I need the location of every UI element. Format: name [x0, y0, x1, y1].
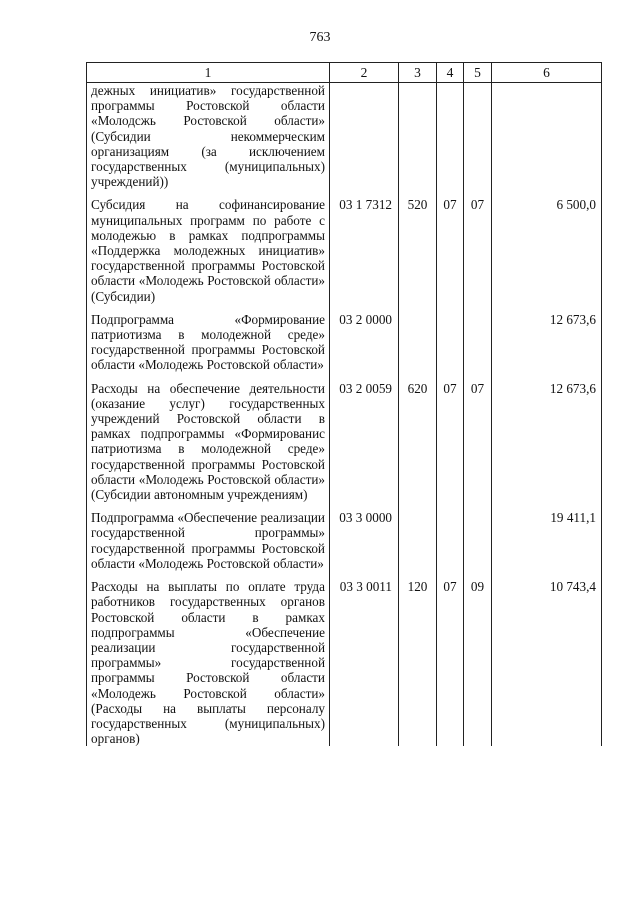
row-rz: [437, 510, 464, 571]
row-pr: [464, 312, 492, 373]
row-name: Подпрограмма «Обеспечение реализации государственной программы» государственной программы Ростовской области «Молодежь Ростовской области»: [87, 510, 330, 571]
row-vr: [399, 510, 437, 571]
row-sum: 19 411,1: [492, 510, 602, 571]
column-header-name: 1: [87, 63, 330, 83]
row-csr: 03 3 0000: [330, 510, 399, 571]
row-sum: 12 673,6: [492, 312, 602, 373]
row-sum: 12 673,6: [492, 381, 602, 503]
budget-table: [86, 62, 602, 746]
row-pr: 07: [464, 381, 492, 503]
row-name: Расходы на выплаты по оплате труда работников государственных органов Ростовской области в рамках подпрограммы «Обеспечение реализации государственной программы» государственной программы Ростовской области «Молодежь Ростовской области» (Расходы на выплаты персоналу государственных (муниципальных) органов): [87, 579, 330, 746]
row-csr: 03 2 0059: [330, 381, 399, 503]
row-rz: [437, 312, 464, 373]
row-vr: [399, 312, 437, 373]
row-name: Субсидия на софинансирование муниципальных программ по работе с молодежью в рамках подпрограммы «Поддержка молодежных инициатив» государственной программы Ростовской области «Молодежь Ростовской области» (Субсидии): [87, 197, 330, 303]
table-row: [87, 83, 602, 190]
column-header-pr: 5: [464, 63, 492, 83]
column-header-vr: 3: [399, 63, 437, 83]
table-row: [87, 312, 602, 373]
row-name: дежных инициатив» государственной программы Ростовской области «Молодсжь Ростовской области» (Субсидии некоммерческим организациям (за исключением государственных (муниципальных) учреждений)): [87, 83, 330, 190]
table-row: [87, 579, 602, 746]
column-header-csr: 2: [330, 63, 399, 83]
row-vr: 620: [399, 381, 437, 503]
row-sum: 6 500,0: [492, 197, 602, 303]
row-csr: 03 3 0011: [330, 579, 399, 746]
row-rz: 07: [437, 381, 464, 503]
row-pr: 07: [464, 197, 492, 303]
row-sum: [492, 83, 602, 190]
row-csr: 03 1 7312: [330, 197, 399, 303]
page-number: 763: [309, 30, 331, 45]
row-pr: [464, 510, 492, 571]
row-rz: 07: [437, 197, 464, 303]
row-sum: 10 743,4: [492, 579, 602, 746]
row-rz: [437, 83, 464, 190]
column-header-sum: 6: [492, 63, 602, 83]
row-vr: [399, 83, 437, 190]
table-header-row: [87, 63, 602, 83]
table-row: [87, 510, 602, 571]
row-name: Расходы на обеспечение деятельности (оказание услуг) государственных учреждений Ростовской области в рамках подпрограммы «Формированис патриотизма в молодежной среде» государственной программы Ростовской области «Молодежь Ростовской области» (Субсидии автономным учреждениям): [87, 381, 330, 503]
row-pr: [464, 83, 492, 190]
row-vr: 520: [399, 197, 437, 303]
row-pr: 09: [464, 579, 492, 746]
row-csr: [330, 83, 399, 190]
row-vr: 120: [399, 579, 437, 746]
column-header-rz: 4: [437, 63, 464, 83]
row-name: Подпрограмма «Формирование патриотизма в молодежной среде» государственной программы Ростовской области «Молодежь Ростовской области»: [87, 312, 330, 373]
table-row: [87, 197, 602, 303]
row-rz: 07: [437, 579, 464, 746]
row-csr: 03 2 0000: [330, 312, 399, 373]
table-row: [87, 381, 602, 503]
